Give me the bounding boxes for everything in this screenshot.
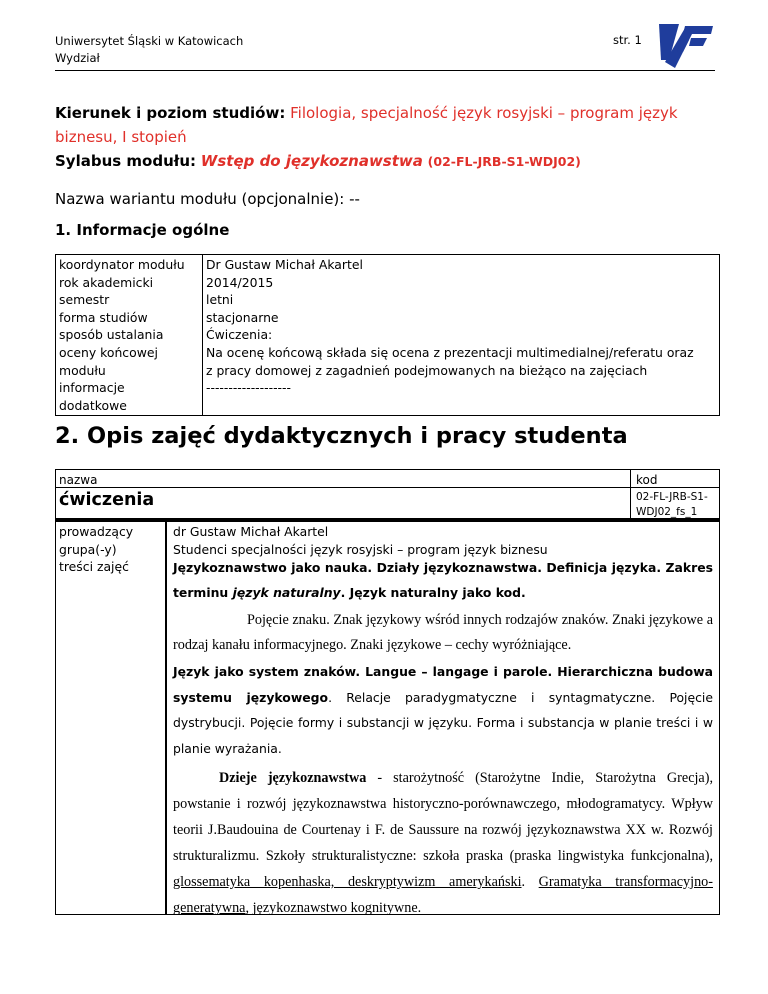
variant-line: Nazwa wariantu modułu (opcjonalnie): -- (55, 190, 360, 208)
p1-bold: Językoznawstwo jako nauka. Działy językoznawstwa. Definicja języka. Zakres terminu (173, 560, 713, 600)
course-name: ćwiczenia (59, 490, 155, 510)
value-grading-line1: Ćwiczenia: (206, 327, 273, 343)
divider (165, 522, 167, 914)
section1-heading: 1. Informacje ogólne (55, 221, 230, 239)
value-grading-line2: Na ocenę końcową składa się ocena z prezentacji multimedialnej/referatu oraz (206, 344, 694, 360)
course-labels (59, 523, 133, 576)
label-study-form: forma studiów (59, 309, 148, 325)
p4-dot: . (521, 874, 539, 890)
value-semester: letni (206, 292, 234, 308)
page-number: str. 1 (613, 33, 642, 47)
p4-bold: Dzieje językoznawstwa (219, 770, 367, 786)
p4-underlined-1: glossematyka kopenhaska, deskryptywizm amerykański (173, 874, 522, 890)
p4-end: , językoznawstwo kognitywne. (245, 900, 422, 916)
p3-bold: Język jako system znaków. Langue – langage i parole. Hierarchiczna budowa systemu językowego (173, 664, 713, 705)
section2-heading: 2. Opis zajęć dydaktycznych i pracy studenta (55, 423, 628, 449)
program-value: Filologia, specjalność język rosyjski – program język biznesu, I stopień (55, 104, 678, 146)
value-coordinator: Dr Gustaw Michał Akartel (206, 257, 363, 272)
contents-paragraph-2: Pojęcie znaku. Znak językowy wśród innych rodzajów znaków. Znaki językowe a rodzaj kanału informacyjnego. Znaki językowe – cechy wyróżniające. (173, 612, 713, 653)
general-info-labels (56, 255, 203, 416)
program-label: Kierunek i poziom studiów: (55, 104, 286, 122)
divider (630, 470, 631, 518)
header-university (55, 33, 243, 67)
nazwa-label: nazwa (59, 473, 98, 487)
value-study-form: stacjonarne (206, 309, 279, 325)
value-additional-info: ------------------- (206, 380, 291, 396)
p1-end: . Język naturalny jako kod. (340, 585, 526, 600)
general-info-table (55, 254, 720, 416)
university-name: Uniwersytet Śląski w Katowicach (55, 34, 244, 48)
module-title: Wstęp do językoznawstwa (200, 152, 423, 170)
course-contents (173, 523, 713, 921)
course-details-table (55, 521, 720, 915)
label-additional-info: informacje dodatkowe (59, 380, 127, 413)
label-coordinator: koordynator modułu (59, 257, 185, 272)
p4-underlined-2: Gramatyka transformacyjno-generatywna (173, 874, 713, 916)
label-semester: semestr (59, 292, 110, 308)
university-logo-icon (655, 20, 717, 72)
contents-paragraph-3 (173, 659, 713, 761)
label-grading: sposób ustalania oceny końcowej modułu (59, 327, 164, 378)
module-code: (02-FL-JRB-S1-WDJ02) (427, 154, 581, 169)
module-line (55, 152, 715, 170)
p3-rest: . Relacje paradygmatyczne i syntagmatyczne. Pojęcie dystrybucji. Pojęcie formy i substancji w języku. Forma i substancja w planie treści i w planie wyrażania. (173, 689, 713, 756)
module-label: Sylabus modułu: (55, 152, 197, 170)
department-name: Wydział (55, 51, 100, 65)
kod-label: kod (636, 473, 658, 487)
value-academic-year: 2014/2015 (206, 274, 274, 290)
divider (630, 487, 720, 488)
label-academic-year: rok akademicki (59, 274, 154, 290)
value-grading-line3: z pracy domowej z zagadnień podejmowanych na bieżąco na zajęciach (206, 362, 648, 378)
teacher-name: dr Gustaw Michał Akartel (173, 524, 329, 539)
label-group: grupa(-y) (59, 541, 117, 557)
label-teacher: prowadzący (59, 524, 134, 539)
contents-paragraph-4 (173, 765, 713, 921)
group-name: Studenci specjalności język rosyjski – program język biznesu (173, 541, 548, 557)
label-contents: treści zajęć (59, 559, 129, 574)
program-line (55, 101, 715, 149)
divider (56, 487, 630, 488)
course-header-table (55, 469, 720, 521)
spacer (206, 397, 716, 415)
contents-paragraph-1 (173, 555, 713, 605)
p1-italic: język naturalny (232, 585, 341, 600)
p4-text: - starożytność (Starożytne Indie, Starożytna Grecja), powstanie i rozwój językoznawstwa historyczno-porównawczego, młodogramatycy. Wpływ teorii J.Baudouina de Courtenay i F. de Saussure na rozwój językoznawstwa XX w. Rozwój strukturalizmu. Szkoły strukturalistyczne: szkoła praska (praska lingwistyka funkcjonalna), (173, 770, 713, 864)
header-divider (55, 70, 715, 71)
general-info-values (203, 255, 720, 416)
course-code: 02-FL-JRB-S1-WDJ02_fs_1 (636, 491, 708, 518)
